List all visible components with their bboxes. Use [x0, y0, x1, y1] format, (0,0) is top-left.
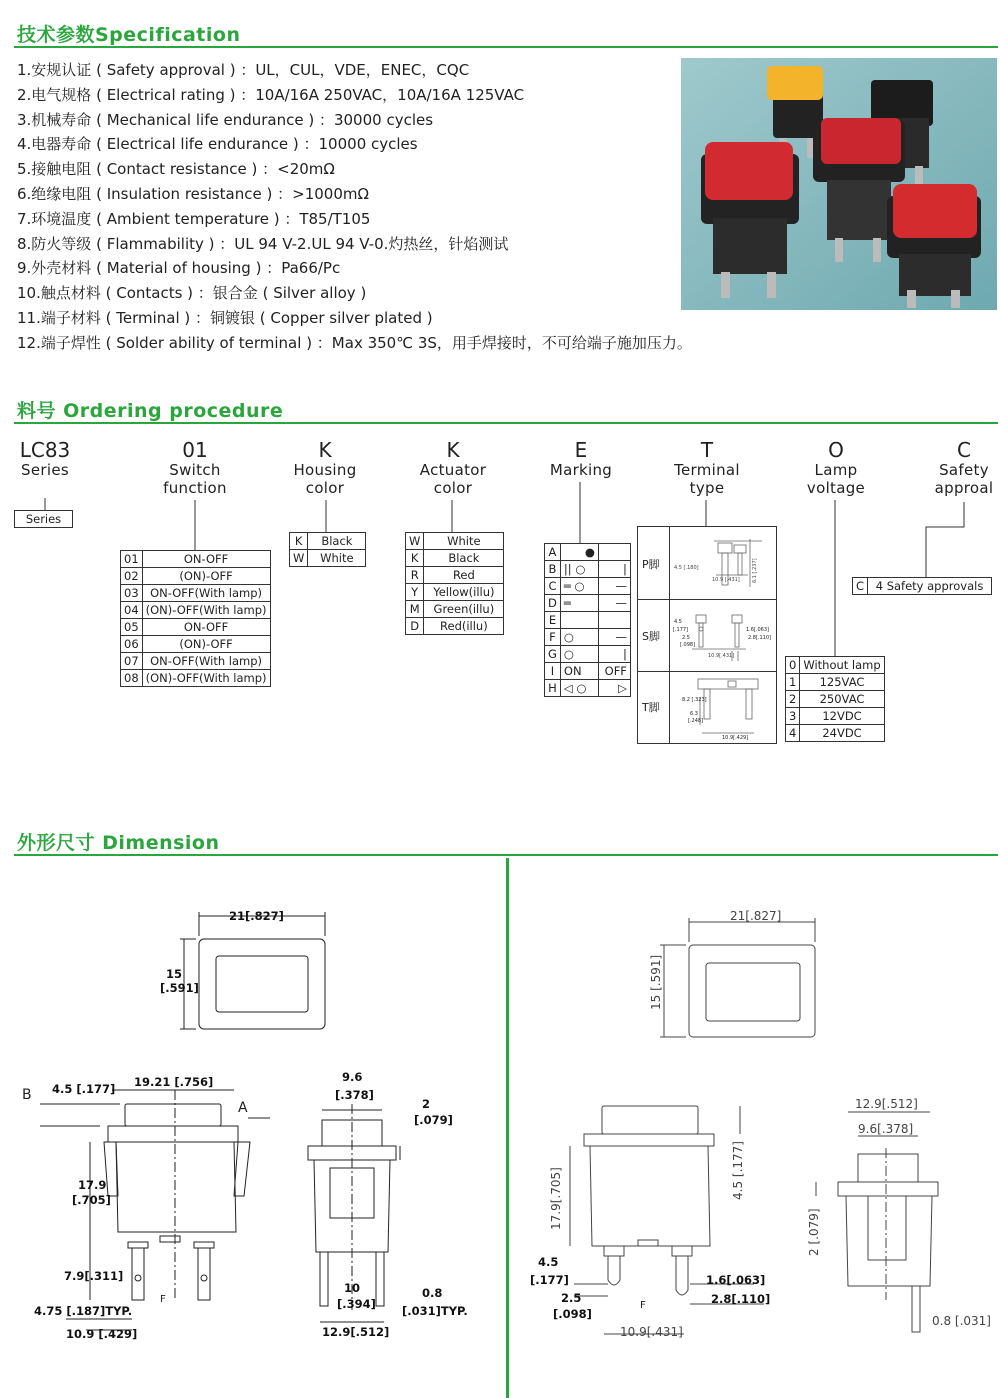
- marking-table: [544, 543, 631, 697]
- table-row: 03 ON-OFF(With lamp): [121, 585, 271, 602]
- spec-list: [17, 58, 692, 356]
- table-row: 06 (ON)-OFF: [121, 636, 271, 653]
- code-label: Terminal type: [674, 461, 740, 497]
- dim-text: 2.8[.110]: [748, 635, 771, 641]
- spec-line: 6.绝缘电阻 ( Insulation resistance ) ：>1000mΩ: [17, 184, 369, 203]
- table-row: 08 (ON)-OFF(With lamp): [121, 670, 271, 687]
- dim-label: 1.6[.063]: [706, 1273, 766, 1287]
- dim-label: F: [160, 1294, 166, 1305]
- table-row: 4 24VDC: [786, 725, 885, 742]
- code-label: Actuator color: [419, 461, 487, 497]
- dim-label: [.705]: [72, 1193, 111, 1207]
- order-section-rule: [14, 422, 998, 424]
- dim-label: 15 [.591]: [649, 954, 663, 1010]
- spec-section-rule: [14, 46, 998, 48]
- dim-label: 2.8[.110]: [711, 1292, 771, 1306]
- table-row: I ON OFF: [545, 663, 631, 680]
- code-value: 01: [182, 438, 208, 462]
- dim-label: [.079]: [414, 1113, 453, 1127]
- spec-line: 9.外壳材料 ( Material of housing ) ：Pa66/Pc: [17, 259, 341, 278]
- terminal-s-drawing: [672, 601, 776, 669]
- dim-label: 10: [344, 1281, 361, 1295]
- table-row: M Green(illu): [406, 601, 504, 618]
- dim-text: [.248]: [688, 718, 704, 724]
- dim-text: 1.6[.063]: [746, 627, 769, 633]
- dim-label: [.378]: [335, 1088, 374, 1102]
- spec-line: 5.接触电阻 ( Contact resistance ) ：<20mΩ: [17, 160, 335, 179]
- code-label: Safety approal: [934, 461, 994, 497]
- table-row: 3 12VDC: [786, 708, 885, 725]
- terminal-t-drawing: [672, 673, 776, 743]
- spec-line: 3.机械寿命 ( Mechanical life endurance ) ：30000 cycles: [17, 110, 434, 129]
- table-row: 02 (ON)-OFF: [121, 568, 271, 585]
- dim-text: 6.3: [690, 711, 698, 717]
- spec-line: 8.防火等级 ( Flammability ) ：UL 94 V-2.UL 94 V-0.灼热丝，针焰测试: [17, 234, 509, 253]
- dim-label: 2: [422, 1097, 431, 1111]
- code-value: K: [446, 438, 460, 462]
- table-row: 04 (ON)-OFF(With lamp): [121, 602, 271, 619]
- dim-label: [.591]: [160, 981, 199, 995]
- table-row: W White: [406, 533, 504, 550]
- terminal-p-label: P脚: [642, 558, 660, 571]
- table-row: B || ○ |: [545, 561, 631, 578]
- dim-label: [.098]: [553, 1307, 592, 1321]
- dim-label: 9.6[.378]: [858, 1122, 914, 1136]
- code-value: O: [828, 438, 844, 462]
- dim-text: 8.2 [.323]: [682, 697, 707, 703]
- dim-text: [.177]: [673, 627, 689, 633]
- dim-label: 4.5: [538, 1255, 559, 1269]
- dim-label: [.394]: [337, 1297, 376, 1311]
- code-actuator-color: [410, 439, 496, 497]
- code-switch-function: [150, 439, 240, 497]
- dim-section-title: 外形尺寸 Dimension: [17, 832, 220, 854]
- series-box-label: Series: [15, 511, 73, 528]
- dim-label: 4.75 [.187]TYP.: [34, 1304, 133, 1318]
- dim-label: 10.9[.431]: [620, 1325, 683, 1339]
- switch-function-table: [120, 550, 271, 687]
- dim-text: 4.5: [674, 619, 682, 625]
- dim-label: 4.5 [.177]: [731, 1141, 745, 1200]
- safety-table: [852, 577, 992, 595]
- dim-label: 15: [166, 967, 183, 981]
- code-label: Lamp voltage: [806, 461, 866, 497]
- dim-label: 12.9[.512]: [855, 1097, 918, 1111]
- housing-color-table: [289, 532, 366, 567]
- terminal-t-label: T脚: [642, 701, 660, 714]
- table-row: W White: [290, 550, 366, 567]
- table-row: D ═ —: [545, 595, 631, 612]
- table-row: D Red(illu): [406, 618, 504, 635]
- dim-label: 17.9: [78, 1178, 107, 1192]
- code-safety-approval: [924, 439, 1000, 497]
- terminal-p-drawing: [672, 529, 776, 597]
- spec-line: 4.电器寿命 ( Electrical life endurance ) ：10000 cycles: [17, 135, 418, 154]
- code-value: K: [318, 438, 332, 462]
- code-marking: [540, 439, 622, 479]
- series-box: [14, 510, 73, 528]
- code-label: Marking: [549, 461, 613, 479]
- dim-text: 6.1 [.237]: [752, 558, 758, 583]
- dim-text: [.098]: [680, 642, 696, 648]
- dim-text: 10.9[.429]: [722, 735, 749, 741]
- table-row: 07 ON-OFF(With lamp): [121, 653, 271, 670]
- code-value: LC83: [19, 438, 71, 462]
- spec-line: 11.端子材料 ( Terminal ) ：铜镀银 ( Copper silver plated ): [17, 308, 433, 327]
- dim-text: 10.9 [.431]: [712, 577, 740, 583]
- code-value: E: [574, 438, 588, 462]
- dim-text: 2.5: [682, 635, 690, 641]
- dim-label: 12.9[.512]: [322, 1325, 390, 1339]
- dim-label: [.031]TYP.: [402, 1304, 468, 1318]
- table-row: R Red: [406, 567, 504, 584]
- dim-label: 21[.827]: [730, 909, 782, 923]
- dim-label: 0.8: [422, 1286, 443, 1300]
- table-row: 1 125VAC: [786, 674, 885, 691]
- table-row: 01 ON-OFF: [121, 551, 271, 568]
- dim-label: 7.9[.311]: [64, 1269, 124, 1283]
- terminal-type-table: [637, 526, 777, 744]
- dim-label: 2 [.079]: [807, 1208, 821, 1256]
- code-value: C: [957, 438, 971, 462]
- dim-divider: [506, 858, 509, 1398]
- table-row: 2 250VAC: [786, 691, 885, 708]
- table-row: G ○ |: [545, 646, 631, 663]
- dim-label: 19.21 [.756]: [134, 1075, 214, 1089]
- spec-line: 1.安规认证 ( Safety approval ) ：UL，CUL，VDE，ENEC，CQC: [17, 61, 470, 79]
- table-row: 05 ON-OFF: [121, 619, 271, 636]
- actuator-color-table: [405, 532, 504, 635]
- dim-label: 21[.827]: [229, 909, 284, 923]
- dim-label: 9.6: [342, 1070, 363, 1084]
- dim-label: 17.9[.705]: [549, 1167, 563, 1230]
- code-label: Series: [21, 461, 69, 479]
- spec-section-title: 技术参数Specification: [17, 24, 241, 46]
- table-row: E: [545, 612, 631, 629]
- dim-label: 4.5 [.177]: [52, 1082, 116, 1096]
- table-row: C 4 Safety approvals: [853, 578, 992, 595]
- code-value: T: [700, 438, 714, 462]
- table-row: C ═ ○ —: [545, 578, 631, 595]
- spec-line: 2.电气规格 ( Electrical rating ) ：10A/16A 250VAC，10A/16A 125VAC: [17, 85, 525, 104]
- dim-label: B: [22, 1087, 32, 1103]
- table-row: Y Yellow(illu): [406, 584, 504, 601]
- table-row: K Black: [406, 550, 504, 567]
- dim-label: 10.9 [.429]: [66, 1327, 138, 1341]
- dim-text: 4.5 [.180]: [674, 565, 699, 571]
- terminal-s-label: S脚: [642, 630, 660, 643]
- code-housing-color: [283, 439, 367, 497]
- dim-label: 2.5: [561, 1291, 582, 1305]
- spec-line: 7.环境温度 ( Ambient temperature ) ：T85/T105: [17, 209, 371, 228]
- table-row: A ●: [545, 544, 631, 561]
- spec-line: 12.端子焊性 ( Solder ability of terminal ) ：Max 350℃ 3S，用手焊接时，不可给端子施加压力。: [17, 333, 692, 352]
- switch-red-right: [887, 184, 981, 308]
- dim-label: 0.8 [.031]: [932, 1314, 991, 1328]
- dim-text: 10.9[.431]: [708, 653, 735, 659]
- code-label: Switch function: [163, 461, 227, 497]
- dim-label: A: [238, 1100, 248, 1116]
- dim-label: [.177]: [530, 1273, 569, 1287]
- table-row: F ○ —: [545, 629, 631, 646]
- code-series: [14, 439, 76, 479]
- table-row: K Black: [290, 533, 366, 550]
- table-row: 0 Without lamp: [786, 657, 885, 674]
- order-section-title: 料号 Ordering procedure: [17, 400, 284, 422]
- code-label: Housing color: [293, 461, 357, 497]
- product-photo: [681, 58, 997, 310]
- code-lamp-voltage: [796, 439, 876, 497]
- code-terminal-type: [664, 439, 750, 497]
- table-row: H ◁ ○ ▷: [545, 680, 631, 697]
- dim-section-rule: [14, 854, 998, 856]
- spec-line: 10.触点材料 ( Contacts ) ：银合金 ( Silver alloy ): [17, 284, 367, 303]
- dim-label: F: [640, 1300, 646, 1311]
- lamp-voltage-table: [785, 656, 885, 742]
